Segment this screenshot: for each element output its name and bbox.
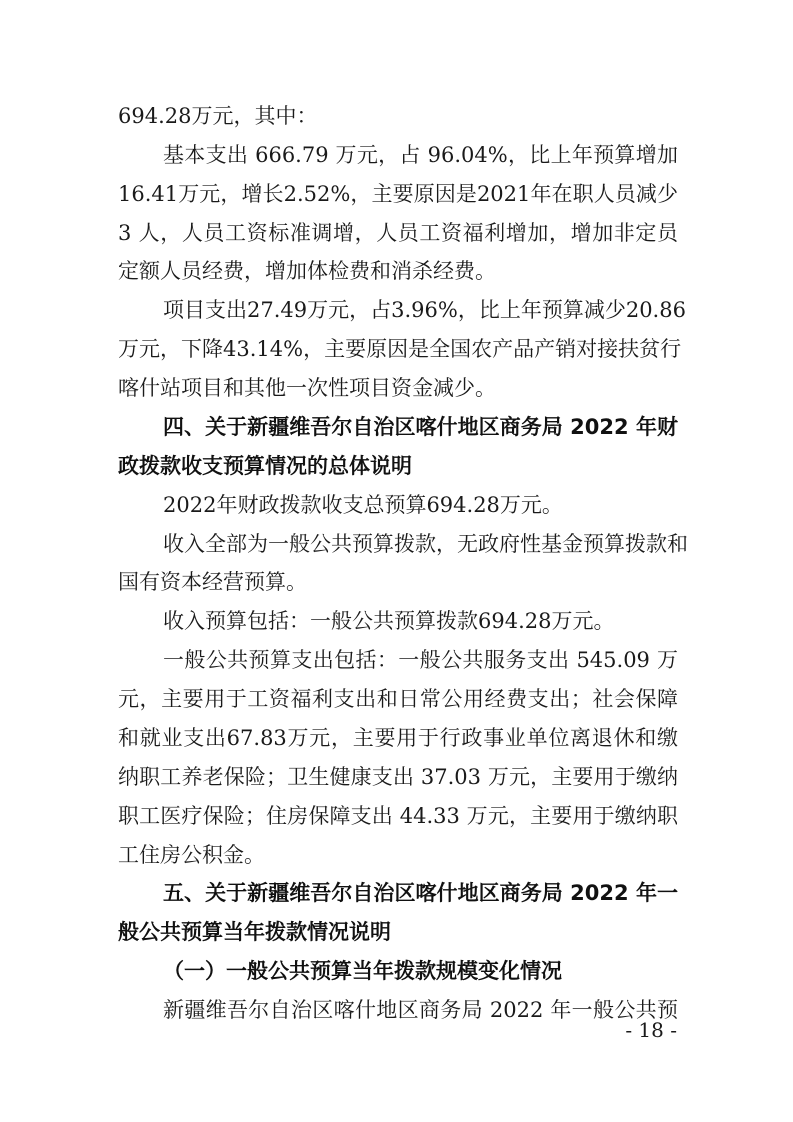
body-line: 和就业支出67.83万元，主要用于行政事业单位离退休和缴 bbox=[118, 726, 678, 750]
body-line: 工住房公积金。 bbox=[118, 843, 265, 867]
page-number: - 18 - bbox=[625, 1018, 677, 1042]
body-line: 一般公共预算支出包括：一般公共服务支出 545.09 万 bbox=[163, 648, 678, 672]
body-line: 收入全部为一般公共预算拨款，无政府性基金预算拨款和 bbox=[163, 532, 688, 556]
body-line: 职工医疗保险；住房保障支出 44.33 万元，主要用于缴纳职 bbox=[118, 804, 678, 828]
body-line: 3 人，人员工资标准调增，人员工资福利增加，增加非定员 bbox=[118, 221, 678, 245]
section-heading-4: 四、关于新疆维吾尔自治区喀什地区商务局 2022 年财 bbox=[163, 415, 678, 439]
body-line: 16.41万元，增长2.52%，主要原因是2021年在职人员减少 bbox=[118, 182, 678, 206]
body-line: 喀什站项目和其他一次性项目资金减少。 bbox=[118, 376, 496, 400]
body-line: 收入预算包括：一般公共预算拨款694.28万元。 bbox=[163, 609, 615, 633]
body-line: 万元，下降43.14%，主要原因是全国农产品产销对接扶贫行 bbox=[118, 337, 682, 361]
section-heading-5: 五、关于新疆维吾尔自治区喀什地区商务局 2022 年一 bbox=[163, 881, 678, 905]
body-line: 元，主要用于工资福利支出和日常公用经费支出；社会保障 bbox=[118, 687, 678, 711]
body-line: 定额人员经费，增加体检费和消杀经费。 bbox=[118, 259, 496, 283]
section-heading-5-cont: 般公共预算当年拨款情况说明 bbox=[118, 920, 391, 944]
body-line: 基本支出 666.79 万元，占 96.04%，比上年预算增加 bbox=[163, 143, 678, 167]
body-line: 694.28万元，其中： bbox=[118, 104, 318, 128]
body-line: 项目支出27.49万元，占3.96%，比上年预算减少20.86 bbox=[163, 298, 686, 322]
body-line: 新疆维吾尔自治区喀什地区商务局 2022 年一般公共预 bbox=[163, 998, 678, 1022]
section-heading-4-cont: 政拨款收支预算情况的总体说明 bbox=[118, 454, 412, 478]
body-line: 纳职工养老保险；卫生健康支出 37.03 万元，主要用于缴纳 bbox=[118, 765, 678, 789]
subsection-heading: （一）一般公共预算当年拨款规模变化情况 bbox=[163, 958, 562, 983]
body-line: 2022年财政拨款收支总预算694.28万元。 bbox=[163, 493, 563, 517]
body-line: 国有资本经营预算。 bbox=[118, 570, 307, 594]
